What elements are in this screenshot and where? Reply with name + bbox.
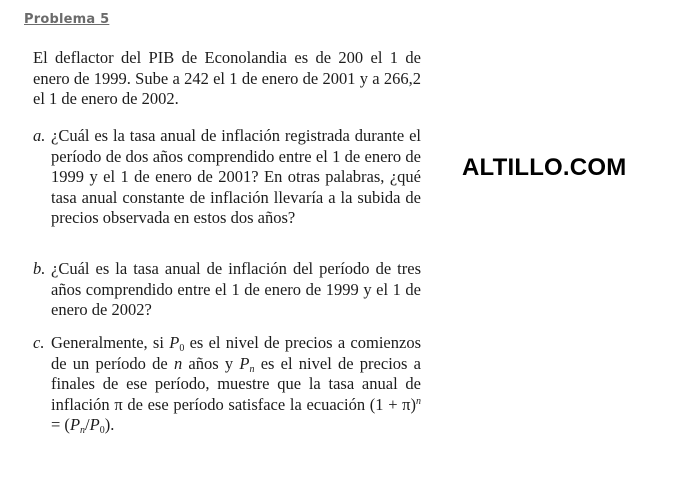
- question-b-text: ¿Cuál es la tasa anual de inflación del período de tres años comprendido entre el 1 de enero de 1999 y el 1 de enero de 2002?: [51, 259, 421, 319]
- problem-heading: Problema 5: [24, 12, 110, 27]
- problem-statement: El deflactor del PIB de Econolandia es de 200 el 1 de enero de 1999. Sube a 242 el 1 de enero de 2001 y a 266,2 el 1 de enero de 2002.: [33, 48, 421, 108]
- question-c-text: Generalmente, si $P_0$ es el nivel de precios a comienzos de un período de n años y $P_n$ es el nivel de precios a finales de ese período, muestre que la tasa anual de inflación π de ese período satisface la ecuación $(1 + \pi)^n = (P_n/P_0)$.: [51, 333, 421, 436]
- question-c-letter: c.: [33, 333, 45, 352]
- question-b-letter: b.: [33, 259, 46, 278]
- question-c: [33, 333, 421, 436]
- question-a: [33, 126, 421, 229]
- watermark-text: ALTILLO.COM: [462, 154, 627, 181]
- question-b: [33, 259, 421, 321]
- question-a-letter: a.: [33, 126, 46, 145]
- question-a-text: ¿Cuál es la tasa anual de inflación registrada durante el período de dos años comprendido entre el 1 de enero de 1999 y el 1 de enero de 2001? En otras palabras, ¿qué tasa anual constante de inflación llevaría a la subida de precios observada en estos dos años?: [51, 126, 421, 227]
